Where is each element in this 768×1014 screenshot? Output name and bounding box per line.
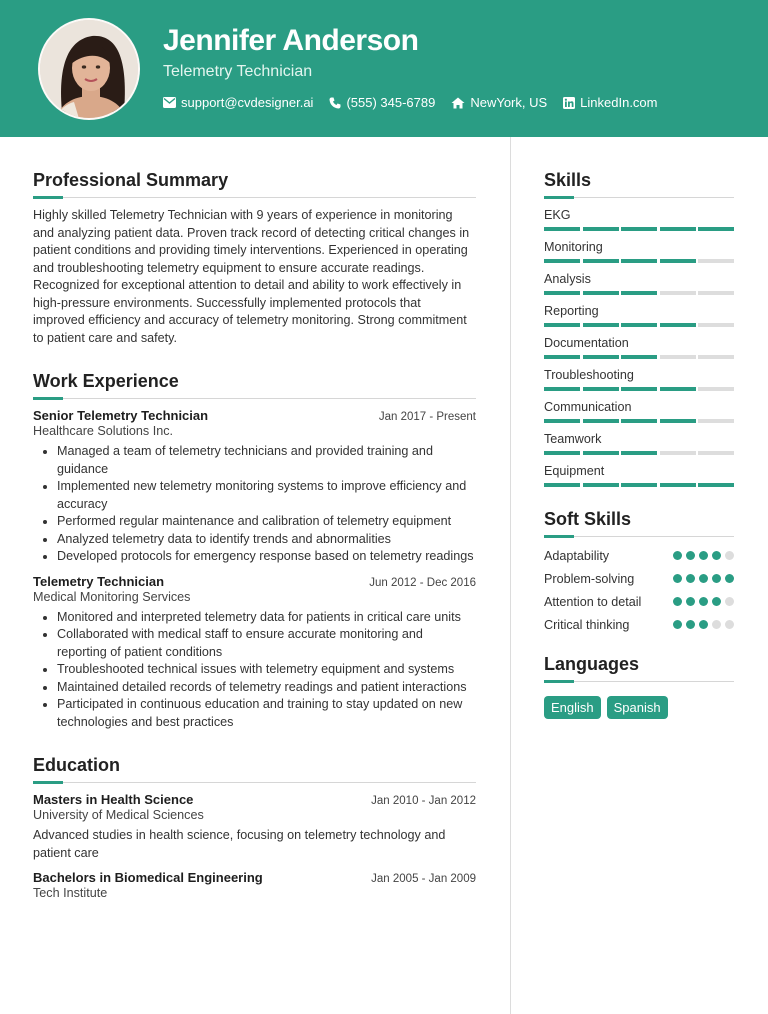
avatar [38,18,140,120]
rating-dot [699,551,708,560]
skill-name: Monitoring [544,240,603,254]
language-tag: English [544,696,601,719]
skills-list [544,208,734,487]
rating-dot [686,551,695,560]
skill-level-segment [621,259,657,263]
skill-level-bar [544,387,734,391]
skill-item [544,336,734,359]
skill-item [544,240,734,263]
skill-level-segment [621,355,657,359]
degree-title: Bachelors in Biomedical Engineering [33,870,263,885]
job-bullet: • Developed protocols for emergency response based on telemetry readings [57,548,476,566]
phone-icon [329,97,341,109]
soft-skill-item [544,547,734,565]
education-entry [33,792,476,862]
skill-level-segment [660,451,696,455]
skill-level-segment [583,323,619,327]
education-description: Advanced studies in health science, focusing on telemetry technology and patient care [33,828,446,860]
rating-dot [725,551,734,560]
skill-item [544,368,734,391]
job-bullet: • Performed regular maintenance and calibration of telemetry equipment [57,513,476,531]
skill-level-segment [621,419,657,423]
skill-level-bar [544,227,734,231]
job-bullet: • Managed a team of telemetry technicians and provided training and guidance [57,443,476,478]
skill-level-segment [621,451,657,455]
skills-section [544,170,734,487]
skill-level-segment [583,291,619,295]
job-bullet: • Implemented new telemetry monitoring systems to improve efficiency and accuracy [57,478,476,513]
skill-level-bar [544,451,734,455]
skill-level-segment [660,483,696,487]
skill-name: Teamwork [544,432,602,446]
soft-skill-name: Adaptability [544,549,610,563]
job-title: Telemetry Technician [33,573,165,589]
skill-name: EKG [544,208,571,222]
main-column [33,170,476,900]
contact-list [163,95,674,110]
skill-name: Analysis [544,272,591,286]
education-date: Jan 2010 - Jan 2012 [371,795,476,807]
skill-level-bar [544,291,734,295]
rating-dot [699,597,708,606]
skill-level-bar [544,355,734,359]
summary-heading: Professional Summary [33,170,476,198]
contact-location[interactable] [451,95,547,110]
soft-skills-heading: Soft Skills [544,509,734,537]
soft-skill-rating [669,547,734,560]
contact-linkedin[interactable] [563,95,657,110]
skill-level-segment [544,259,580,263]
skill-level-segment [621,387,657,391]
job-bullet: • Maintained detailed records of telemetry readings and patient interactions [57,679,476,697]
rating-dot [725,574,734,583]
job-entry [33,574,476,732]
skill-level-segment [660,227,696,231]
skill-level-segment [583,451,619,455]
soft-skill-item [544,570,734,588]
rating-dot [712,620,721,629]
job-bullet: • Troubleshooted technical issues with telemetry equipment and systems [57,661,476,679]
education-heading: Education [33,755,476,783]
job-bullets [57,443,476,566]
rating-dot [686,574,695,583]
skill-level-segment [660,387,696,391]
job-bullets [57,609,476,732]
skill-level-bar [544,419,734,423]
skill-level-segment [698,259,734,263]
job-title: Senior Telemetry Technician [33,408,209,423]
soft-skill-item [544,593,734,611]
job-bullet: • Monitored and interpreted telemetry data for patients in critical care units [57,609,476,627]
job-entry [33,408,476,566]
candidate-name: Jennifer Anderson [163,24,419,57]
skill-level-segment [544,419,580,423]
rating-dot [673,551,682,560]
soft-skill-name: Attention to detail [544,595,642,609]
language-list [544,696,734,719]
rating-dot [725,620,734,629]
candidate-title: Telemetry Technician [163,63,313,80]
rating-dot [686,597,695,606]
skill-level-segment [698,387,734,391]
skill-level-segment [660,355,696,359]
job-date: Jun 2012 - Dec 2016 [369,576,476,589]
skill-level-segment [621,291,657,295]
portrait-image [40,20,140,120]
skill-level-segment [698,355,734,359]
school-name: University of Medical Sciences [33,808,204,822]
soft-skill-name: Problem-solving [544,572,635,586]
skill-level-segment [583,355,619,359]
rating-dot [712,574,721,583]
skill-level-segment [660,291,696,295]
skill-item [544,304,734,327]
job-company: Healthcare Solutions Inc. [33,424,174,438]
skill-level-segment [621,323,657,327]
soft-skills-section [544,509,734,634]
job-bullet: • Collaborated with medical staff to ensure accurate monitoring and reporting of patient conditions [57,626,476,661]
skill-level-bar [544,323,734,327]
contact-email[interactable] [163,95,313,110]
contact-phone[interactable] [329,95,435,110]
skill-item [544,400,734,423]
rating-dot [699,574,708,583]
skill-level-segment [544,451,580,455]
skill-level-bar [544,483,734,487]
skill-level-segment [544,323,580,327]
skill-name: Equipment [544,464,605,478]
degree-title: Masters in Health Science [33,792,194,807]
skill-level-segment [583,483,619,487]
education-section [33,755,476,900]
job-bullet: • Participated in continuous education and training to stay updated on new technologies and best practices [57,696,476,731]
skill-level-segment [583,387,619,391]
summary-section [33,170,476,347]
rating-dot [725,597,734,606]
skill-level-segment [544,387,580,391]
soft-skill-rating [669,593,734,606]
contact-email-text: support@cvdesigner.ai [181,95,314,110]
sidebar-column [544,170,734,719]
soft-skill-item [544,616,734,634]
skill-name: Communication [544,400,632,414]
column-divider [510,137,511,1014]
languages-heading: Languages [544,654,734,682]
experience-heading: Work Experience [33,371,476,399]
rating-dot [673,620,682,629]
job-date: Jan 2017 - Present [378,411,476,423]
soft-skills-list [544,547,734,634]
skill-item [544,432,734,455]
skill-item [544,208,734,231]
skill-level-segment [583,227,619,231]
envelope-icon [163,97,176,108]
rating-dot [712,597,721,606]
skill-level-segment [660,419,696,423]
summary-text: Highly skilled Telemetry Technician with 9 years of experience in monitoring and analyzing patient data. Proven track record of detecting critical changes in patient conditions and providing timely interventions. Experienced in operating and troubleshooting telemetry equipment to ensure accurate readings. Recognized for exceptional attention to detail and ability to work effectively in high-pressure environments. Successfully implemented protocols that improved efficiency and accuracy of telemetry monitoring. Strong commitment to patient care and safety. [33,208,470,345]
linkedin-icon [563,97,575,109]
skill-name: Reporting [544,304,599,318]
skill-level-segment [698,483,734,487]
soft-skill-name: Critical thinking [544,618,630,632]
skill-level-segment [698,291,734,295]
contact-linkedin-text: LinkedIn.com [580,95,658,110]
school-name: Tech Institute [33,886,108,900]
skill-level-segment [698,227,734,231]
rating-dot [673,597,682,606]
skill-level-segment [698,451,734,455]
skill-level-segment [583,419,619,423]
skill-level-segment [660,259,696,263]
rating-dot [673,574,682,583]
skill-item [544,464,734,487]
skill-name: Documentation [544,336,629,350]
soft-skill-rating [669,616,734,629]
languages-section [544,654,734,719]
education-entry [33,870,476,900]
contact-phone-text: (555) 345-6789 [346,95,436,110]
skill-level-bar [544,259,734,263]
skill-name: Troubleshooting [544,368,634,382]
skill-level-segment [621,227,657,231]
rating-dot [712,551,721,560]
soft-skill-rating [669,570,734,583]
skill-level-segment [698,419,734,423]
language-tag: Spanish [607,696,668,719]
skill-level-segment [621,483,657,487]
skill-level-segment [544,355,580,359]
skill-level-segment [583,259,619,263]
skill-level-segment [698,323,734,327]
experience-section [33,371,476,731]
job-company: Medical Monitoring Services [33,589,191,604]
resume-header [0,0,768,137]
contact-location-text: NewYork, US [470,95,548,110]
rating-dot [699,620,708,629]
skill-level-segment [544,227,580,231]
home-icon [451,97,465,109]
skill-level-segment [544,291,580,295]
skill-item [544,272,734,295]
rating-dot [686,620,695,629]
job-bullet: • Analyzed telemetry data to identify trends and abnormalities [57,531,476,549]
education-date: Jan 2005 - Jan 2009 [371,873,476,885]
skill-level-segment [660,323,696,327]
skills-heading: Skills [544,170,734,198]
skill-level-segment [544,483,580,487]
